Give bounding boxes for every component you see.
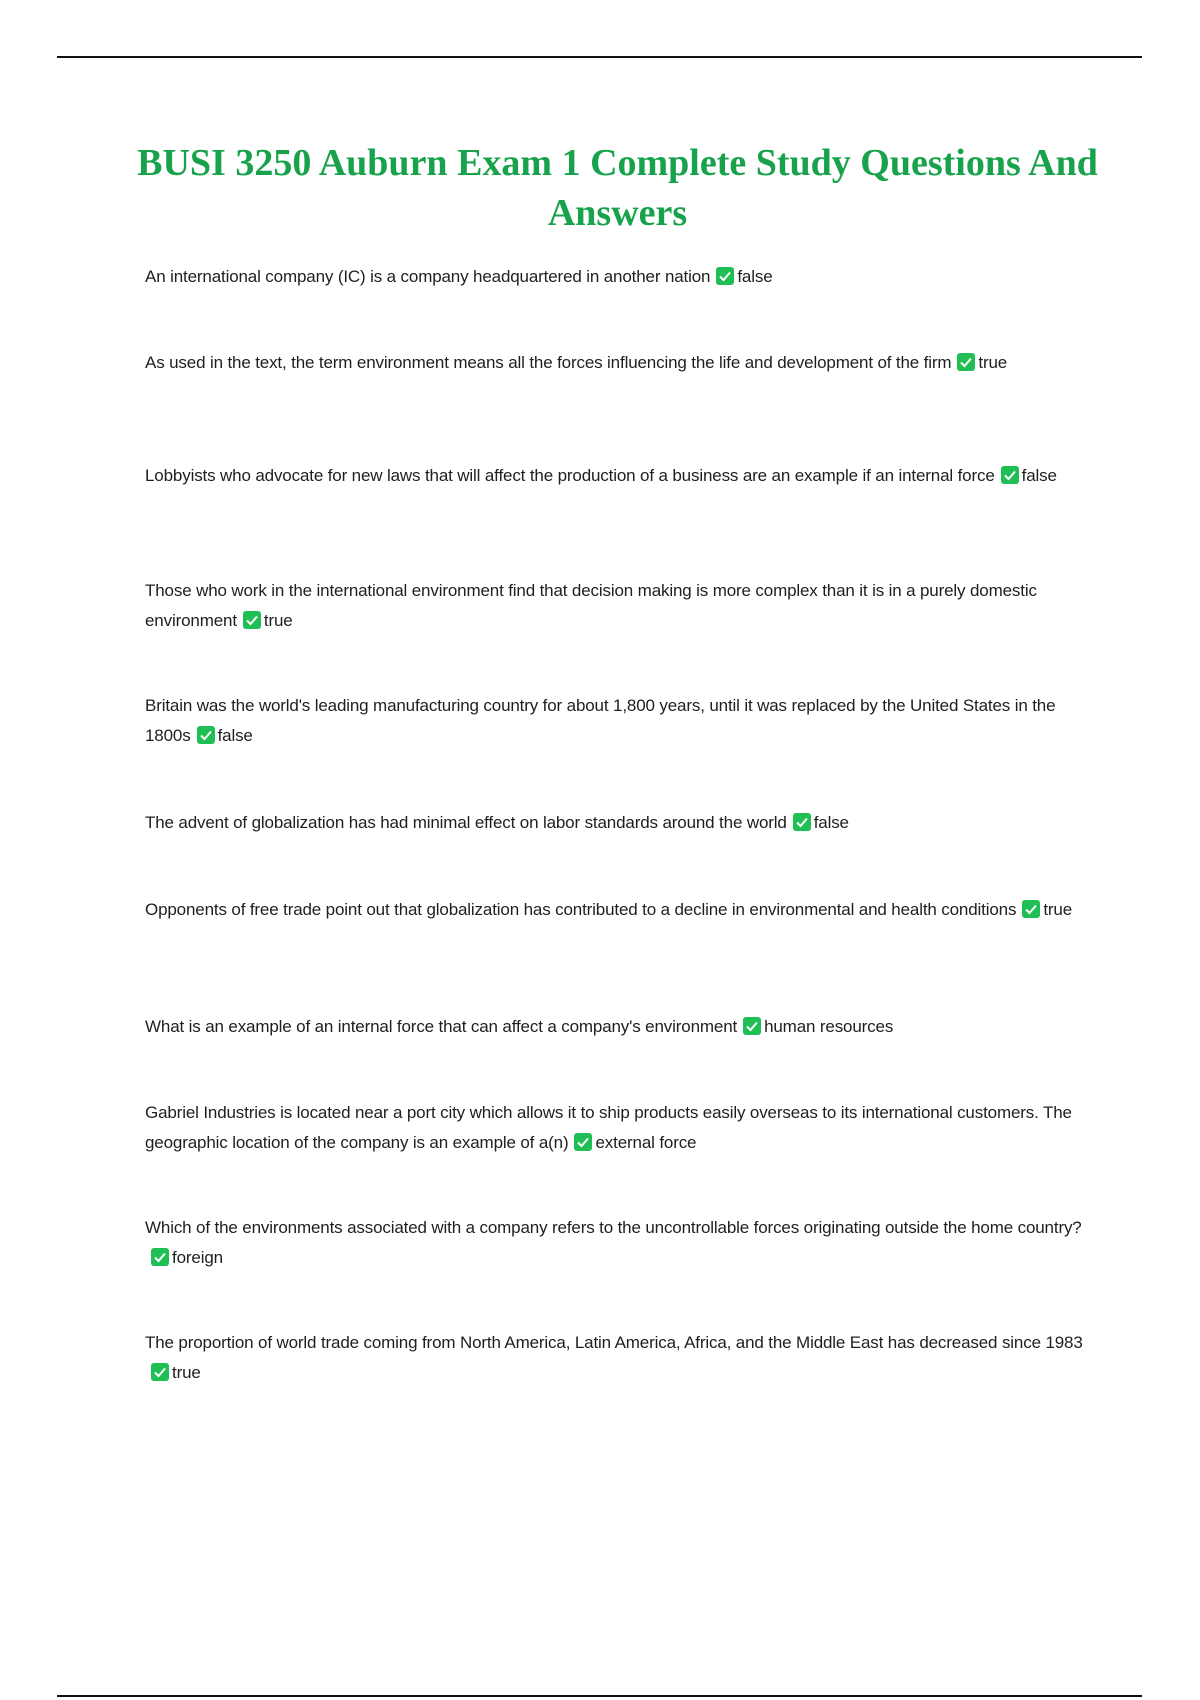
- qa-item-4: [145, 576, 1085, 636]
- document-title: BUSI 3250 Auburn Exam 1 Complete Study Questions And Answers: [137, 142, 1098, 234]
- question-text: An international company (IC) is a company headquartered in another nation: [145, 267, 711, 286]
- qa-item-5: [145, 691, 1085, 751]
- checkmark-icon: [243, 611, 261, 629]
- answer-text: external force: [595, 1133, 697, 1152]
- checkmark-icon: [716, 267, 734, 285]
- checkmark-icon: [1022, 900, 1040, 918]
- top-divider: [57, 56, 1142, 58]
- checkmark-icon: [957, 353, 975, 371]
- question-text: Lobbyists who advocate for new laws that will affect the production of a business are an example if an internal force: [145, 466, 995, 485]
- answer-text: false: [737, 267, 773, 286]
- answer-text: true: [978, 353, 1008, 372]
- question-text: The proportion of world trade coming from North America, Latin America, Africa, and the Middle East has decreased since 1983: [145, 1333, 1083, 1352]
- answer-text: true: [172, 1363, 201, 1382]
- checkmark-icon: [197, 726, 215, 744]
- qa-item-11: [145, 1328, 1085, 1388]
- bottom-divider: [57, 1695, 1142, 1697]
- question-text: The advent of globalization has had minimal effect on labor standards around the world: [145, 813, 787, 832]
- question-text: As used in the text, the term environment means all the forces influencing the life and development of the firm: [145, 353, 952, 372]
- checkmark-icon: [743, 1017, 761, 1035]
- question-text: Britain was the world's leading manufacturing country for about 1,800 years, until it was replaced by the United States in the 1800s: [145, 696, 1056, 745]
- question-text: Opponents of free trade point out that globalization has contributed to a decline in environmental and health conditions: [145, 900, 1017, 919]
- qa-item-6: [145, 808, 1085, 838]
- qa-item-9: [145, 1098, 1085, 1158]
- qa-item-8: [145, 1012, 1085, 1042]
- answer-text: true: [263, 611, 293, 630]
- qa-item-3: [145, 461, 1085, 491]
- answer-text: false: [1021, 466, 1057, 485]
- checkmark-icon: [151, 1363, 169, 1381]
- checkmark-icon: [151, 1248, 169, 1266]
- checkmark-icon: [793, 813, 811, 831]
- question-text: Which of the environments associated with a company refers to the uncontrollable forces originating outside the home country?: [145, 1218, 1082, 1237]
- answer-text: foreign: [172, 1248, 223, 1267]
- answer-text: true: [1043, 900, 1073, 919]
- answer-text: false: [813, 813, 849, 832]
- qa-item-10: [145, 1213, 1085, 1273]
- question-text: Those who work in the international environment find that decision making is more complex than it is in a purely domestic environment: [145, 581, 1037, 630]
- answer-text: human resources: [764, 1017, 894, 1036]
- qa-item-1: [145, 262, 1085, 292]
- question-text: Gabriel Industries is located near a port city which allows it to ship products easily overseas to its international customers. The geographic location of the company is an example of a(n): [145, 1103, 1072, 1152]
- qa-item-2: [145, 348, 1085, 378]
- checkmark-icon: [574, 1133, 592, 1151]
- question-text: What is an example of an internal force that can affect a company's environment: [145, 1017, 738, 1036]
- answer-text: false: [217, 726, 253, 745]
- qa-item-7: [145, 895, 1085, 925]
- checkmark-icon: [1001, 466, 1019, 484]
